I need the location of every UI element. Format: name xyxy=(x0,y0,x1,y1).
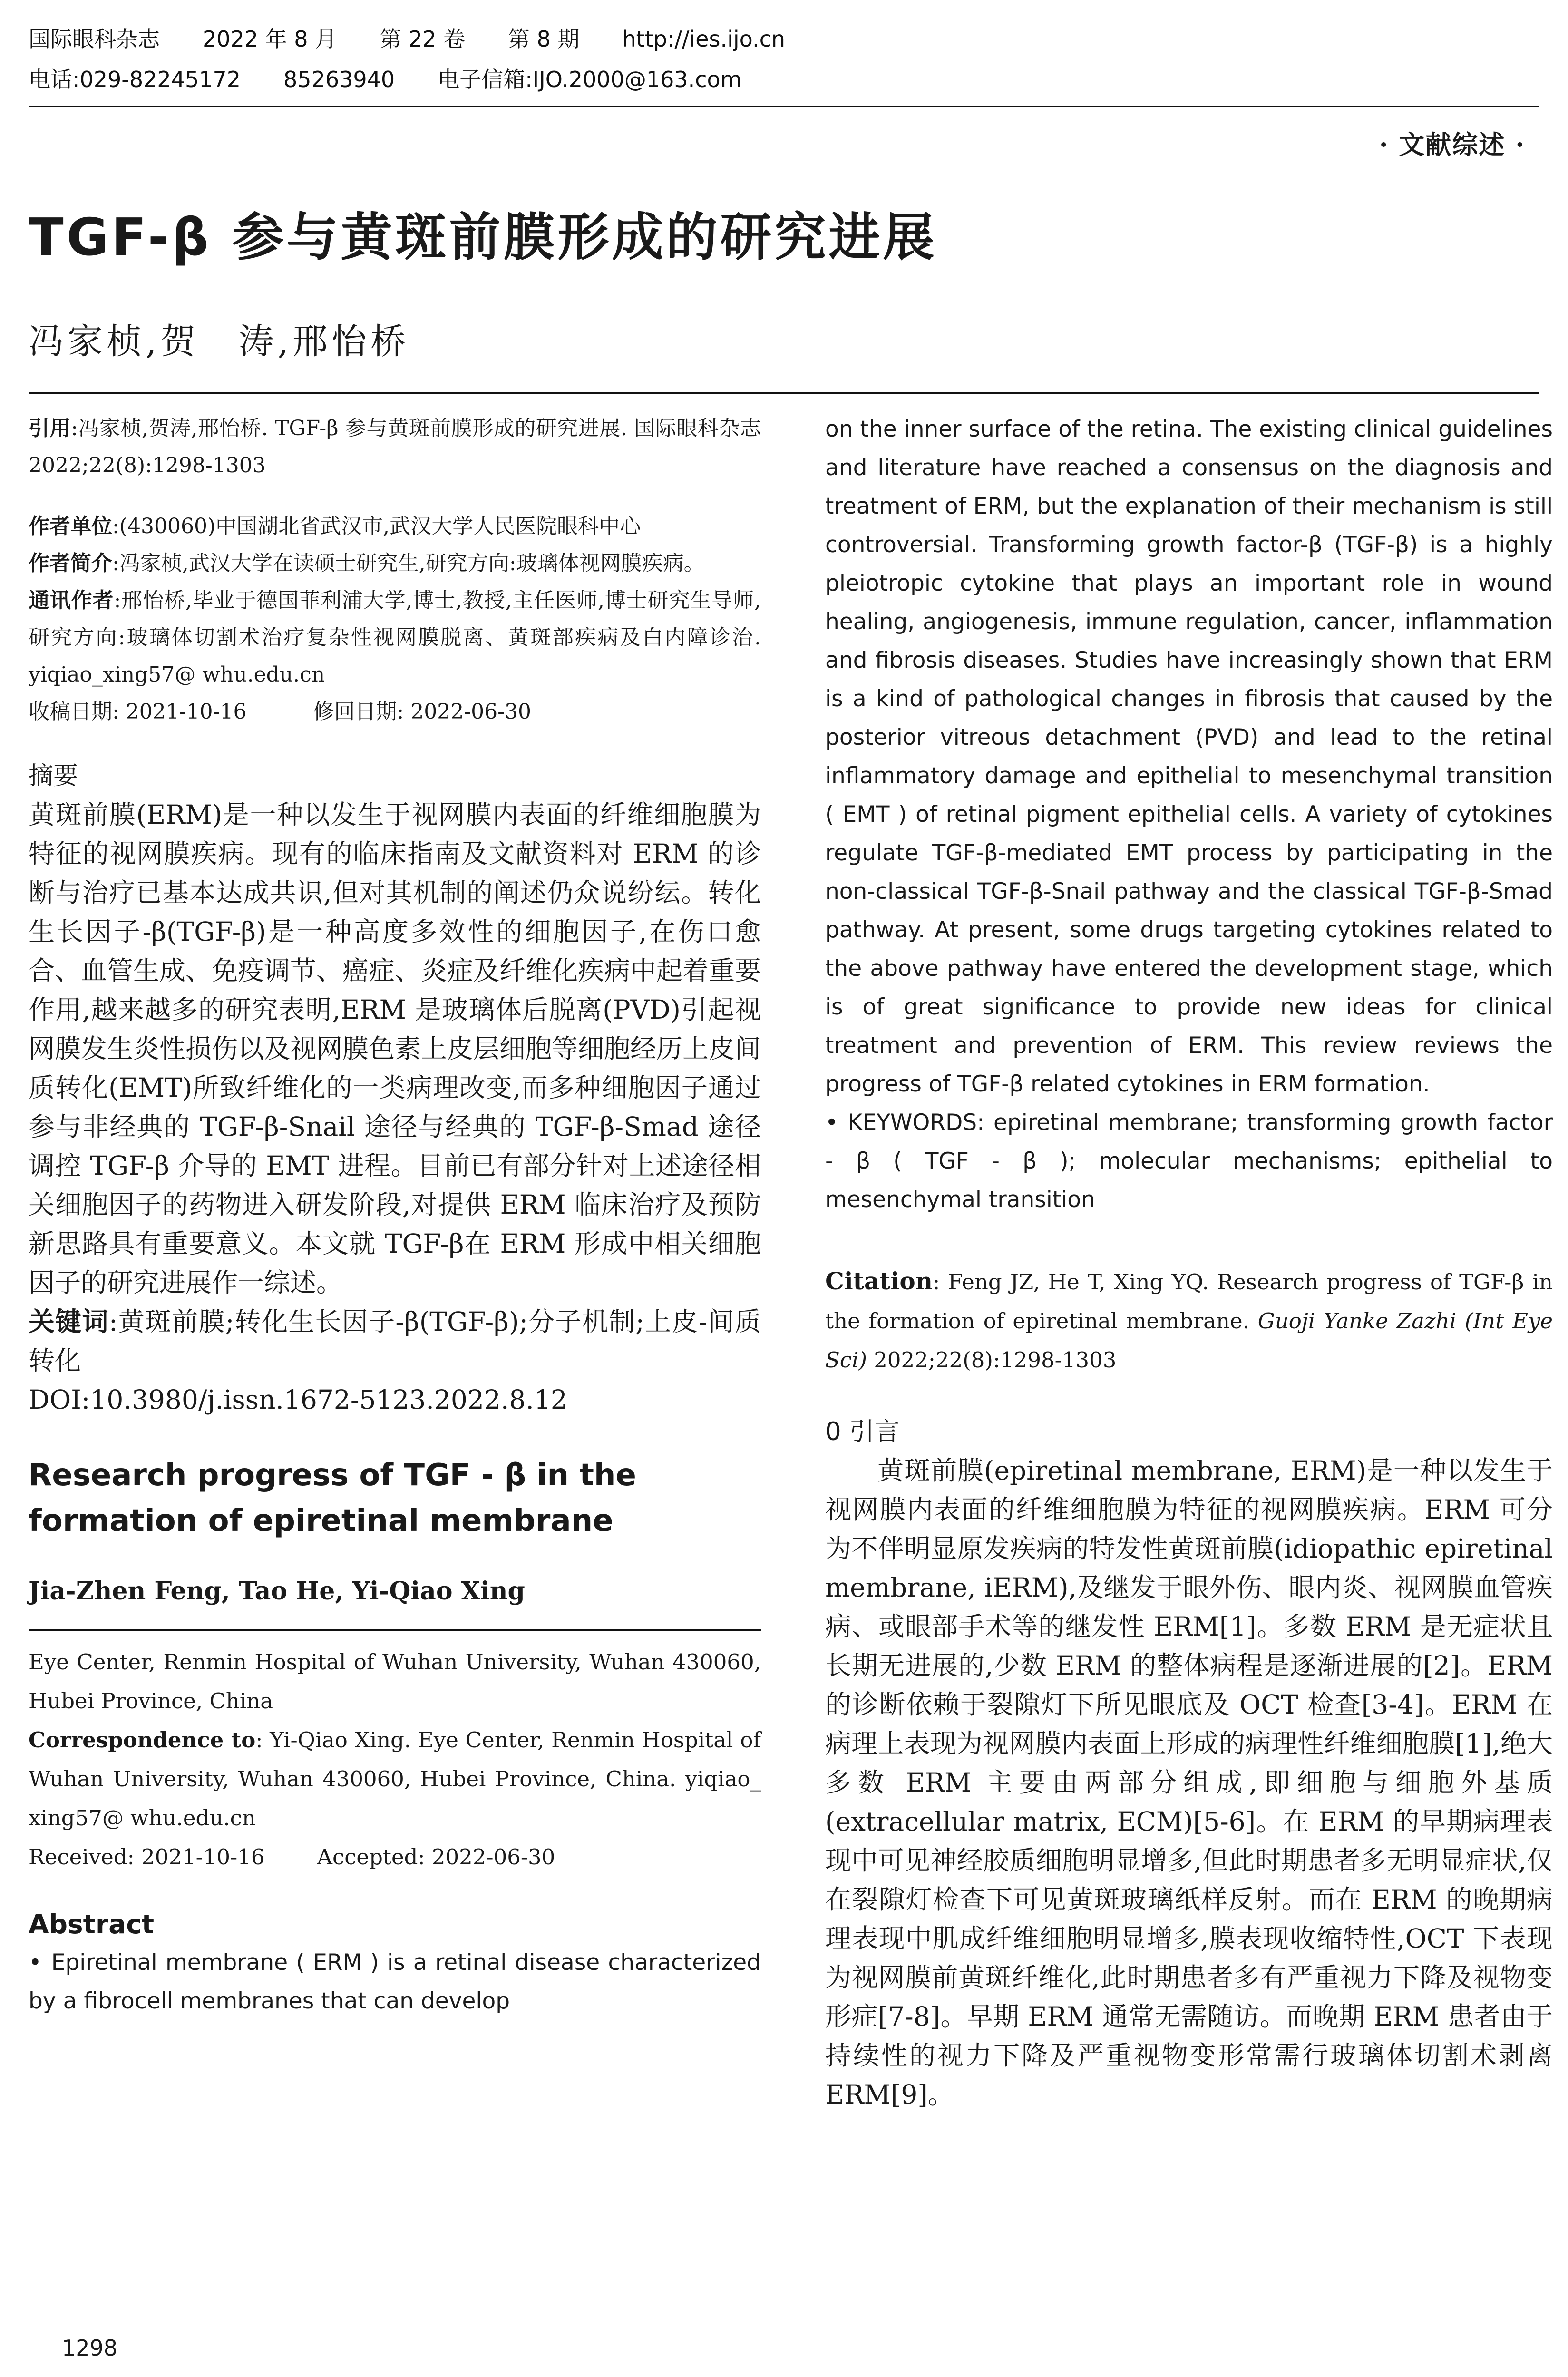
received-date: 收稿日期: 2021-10-16 xyxy=(29,700,247,724)
corresponding-author: 通讯作者:邢怡桥,毕业于德国菲利浦大学,博士,教授,主任医师,博士研究生导师,研究方向:玻璃体切割术治疗复杂性视网膜脱离、黄斑部疾病及白内障诊治. yiqiao_xing57@ whu.edu.cn xyxy=(29,588,761,687)
title-rule xyxy=(29,392,1539,394)
journal-header-line1 xyxy=(29,25,828,53)
page-number: 1298 xyxy=(62,2335,118,2361)
author-bio: 作者简介:冯家桢,武汉大学在读硕士研究生,研究方向:玻璃体视网膜疾病。 xyxy=(29,551,705,575)
dates-en: Received: 2021-10-16 Accepted: 2022-06-30 xyxy=(29,1844,555,1870)
english-title: Research progress of TGF - β in the formation of epiretinal membrane xyxy=(29,1458,636,1539)
abstract-cn-text: 黄斑前膜(ERM)是一种以发生于视网膜内表面的纤维细胞膜为特征的视网膜疾病。现有的临床指南及文献资料对 ERM 的诊断与治疗已基本达成共识,但对其机制的阐述仍众说纷纭。转化生长因子-β(TGF-β)是一种高度多效性的细胞因子,在伤口愈合、血管生成、免疫调节、癌症、炎症及纤维化疾病中起着重要作用,越来越多的研究表明,ERM 是玻璃体后脱离(PVD)引起视网膜发生炎性损伤以及视网膜色素上皮层细胞等细胞经历上皮间质转化(EMT)所致纤维化的一类病理改变,而多种细胞因子通过参与非经典的 TGF-β-Snail 途径与经典的 TGF-β-Smad 途径调控 TGF-β 介导的 EMT 进程。目前已有部分针对上述途径相关细胞因子的药物进入研发阶段,对提供 ERM 临床治疗及预防新思路具有重要意义。本文就 TGF-β在 ERM 形成中相关细胞因子的研究进展作一综述。 xyxy=(29,799,761,1298)
abstract-en-start: • Epiretinal membrane ( ERM ) is a retinal disease characterized by a fibrocell membranes that can develop xyxy=(29,1949,761,2014)
abstract-en-continued: on the inner surface of the retina. The existing clinical guidelines and literature have reached a consensus on the diagnosis and treatment of ERM, but the explanation of their mechanism is still controversial. Transforming growth factor-β (TGF-β) is a highly pleiotropic cytokine that plays an important role in wound healing, angiogenesis, immune regulation, cancer, inflammation and fibrosis diseases. Studies have increasingly shown that ERM is a kind of pathological changes in fibrosis that caused by the posterior vitreous detachment (PVD) and lead to the retinal inflammatory damage and epithelial to mesenchymal transition ( EMT ) of retinal pigment epithelial cells. A variety of cytokines regulate TGF-β-mediated EMT process by participating in the non-classical TGF-β-Snail pathway and the classical TGF-β-Smad pathway. At present, some drugs targeting cytokines related to the above pathway have entered the development stage, which is of great significance to provide new ideas for clinical treatment and prevention of ERM. This review reviews the progress of TGF-β related cytokines in ERM formation. xyxy=(825,416,1553,1097)
article-authors: 冯家桢,贺 涛,邢怡桥 xyxy=(29,321,410,362)
issue-date: 2022 年 8 月 xyxy=(203,26,337,52)
bullet-icon: • xyxy=(825,1110,838,1136)
author-unit: 作者单位:(430060)中国湖北省武汉市,武汉大学人民医院眼科中心 xyxy=(29,514,641,538)
volume: 第 22 卷 xyxy=(380,26,465,52)
english-authors: Jia-Zhen Feng, Tao He, Yi-Qiao Xing xyxy=(29,1577,525,1606)
citation-cn: 引用:冯家桢,贺涛,邢怡桥. TGF-β 参与黄斑前膜形成的研究进展. 国际眼科杂志 2022;22(8):1298-1303 xyxy=(29,416,761,477)
keywords-cn: 关键词:黄斑前膜;转化生长因子-β(TGF-β);分子机制;上皮-间质转化 xyxy=(29,1306,761,1376)
article-title: TGF-β 参与黄斑前膜形成的研究进展 xyxy=(29,208,937,267)
left-column xyxy=(29,410,761,2020)
journal-name: 国际眼科杂志 xyxy=(29,26,160,52)
citation-en: Citation: Feng JZ, He T, Xing YQ. Research progress of TGF-β in the formation of epiretinal membrane. Guoji Yanke Zazhi (Int Eye Sci) 2022;22(8):1298-1303 xyxy=(825,1267,1553,1373)
email[interactable]: 电子信箱:IJO.2000@163.com xyxy=(438,67,742,92)
journal-header-line2 xyxy=(29,65,785,94)
phone-2: 85263940 xyxy=(283,67,395,92)
affiliation-en: Eye Center, Renmin Hospital of Wuhan University, Wuhan 430060, Hubei Province, China xyxy=(29,1649,761,1714)
dates-cn xyxy=(29,693,761,731)
header-rule xyxy=(29,106,1539,107)
right-column xyxy=(825,410,1553,2114)
abstract-cn-heading: 摘要 xyxy=(29,762,78,790)
doi[interactable]: DOI:10.3980/j.issn.1672-5123.2022.8.12 xyxy=(29,1384,567,1415)
intro-text: 黄斑前膜(epiretinal membrane, ERM)是一种以发生于视网膜内表面的纤维细胞膜为特征的视网膜疾病。ERM 可分为不伴明显原发疾病的特发性黄斑前膜(idiopathic epiretinal membrane, iERM),及继发于眼外伤、眼内炎、视网膜血管疾病、或眼部手术等的继发性 ERM[1]。多数 ERM 是无症状且长期无进展的,少数 ERM 的整体病程是逐渐进展的[2]。ERM 的诊断依赖于裂隙灯下所见眼底及 OCT 检查[3-4]。ERM 在病理上表现为视网膜内表面上形成的病理性纤维细胞膜[1],绝大多数 ERM 主要由两部分组成,即细胞与细胞外基质(extracellular matrix, ECM)[5-6]。在 ERM 的早期病理表现中可见神经胶质细胞明显增多,但此时期患者多无明显症状,仅在裂隙灯检查下可见黄斑玻璃纸样反射。而在 ERM 的晚期病理表现中肌成纤维细胞明显增多,膜表现收缩特性,OCT 下表现为视网膜前黄斑纤维化,此时期患者多有严重视力下降及视物变形症[7-8]。早期 ERM 通常无需随访。而晚期 ERM 患者由于持续性的视力下降及严重视物变形常需行玻璃体切割术剥离 ERM[9]。 xyxy=(825,1455,1553,2110)
issue-number: 第 8 期 xyxy=(507,26,580,52)
english-authors-rule xyxy=(29,1610,761,1631)
correspondence-en: Correspondence to: Yi-Qiao Xing. Eye Center, Renmin Hospital of Wuhan University, Wuhan 430060, Hubei Province, China. yiqiao_ xing57@ whu.edu.cn xyxy=(29,1727,761,1831)
bullet-icon: • xyxy=(29,1949,42,1976)
keywords-en: • KEYWORDS: epiretinal membrane; transforming growth factor - β ( TGF - β ); molecular mechanisms; epithelial to mesenchymal transition xyxy=(825,1110,1553,1213)
phone: 电话:029-82245172 xyxy=(29,67,241,92)
revised-date: 修回日期: 2022-06-30 xyxy=(313,700,531,724)
journal-url[interactable]: http://ies.ijo.cn xyxy=(622,26,786,52)
abstract-en-heading: Abstract xyxy=(29,1909,155,1939)
section-tag: · 文献综述 · xyxy=(1379,129,1525,160)
intro-heading: 0 引言 xyxy=(825,1417,900,1446)
